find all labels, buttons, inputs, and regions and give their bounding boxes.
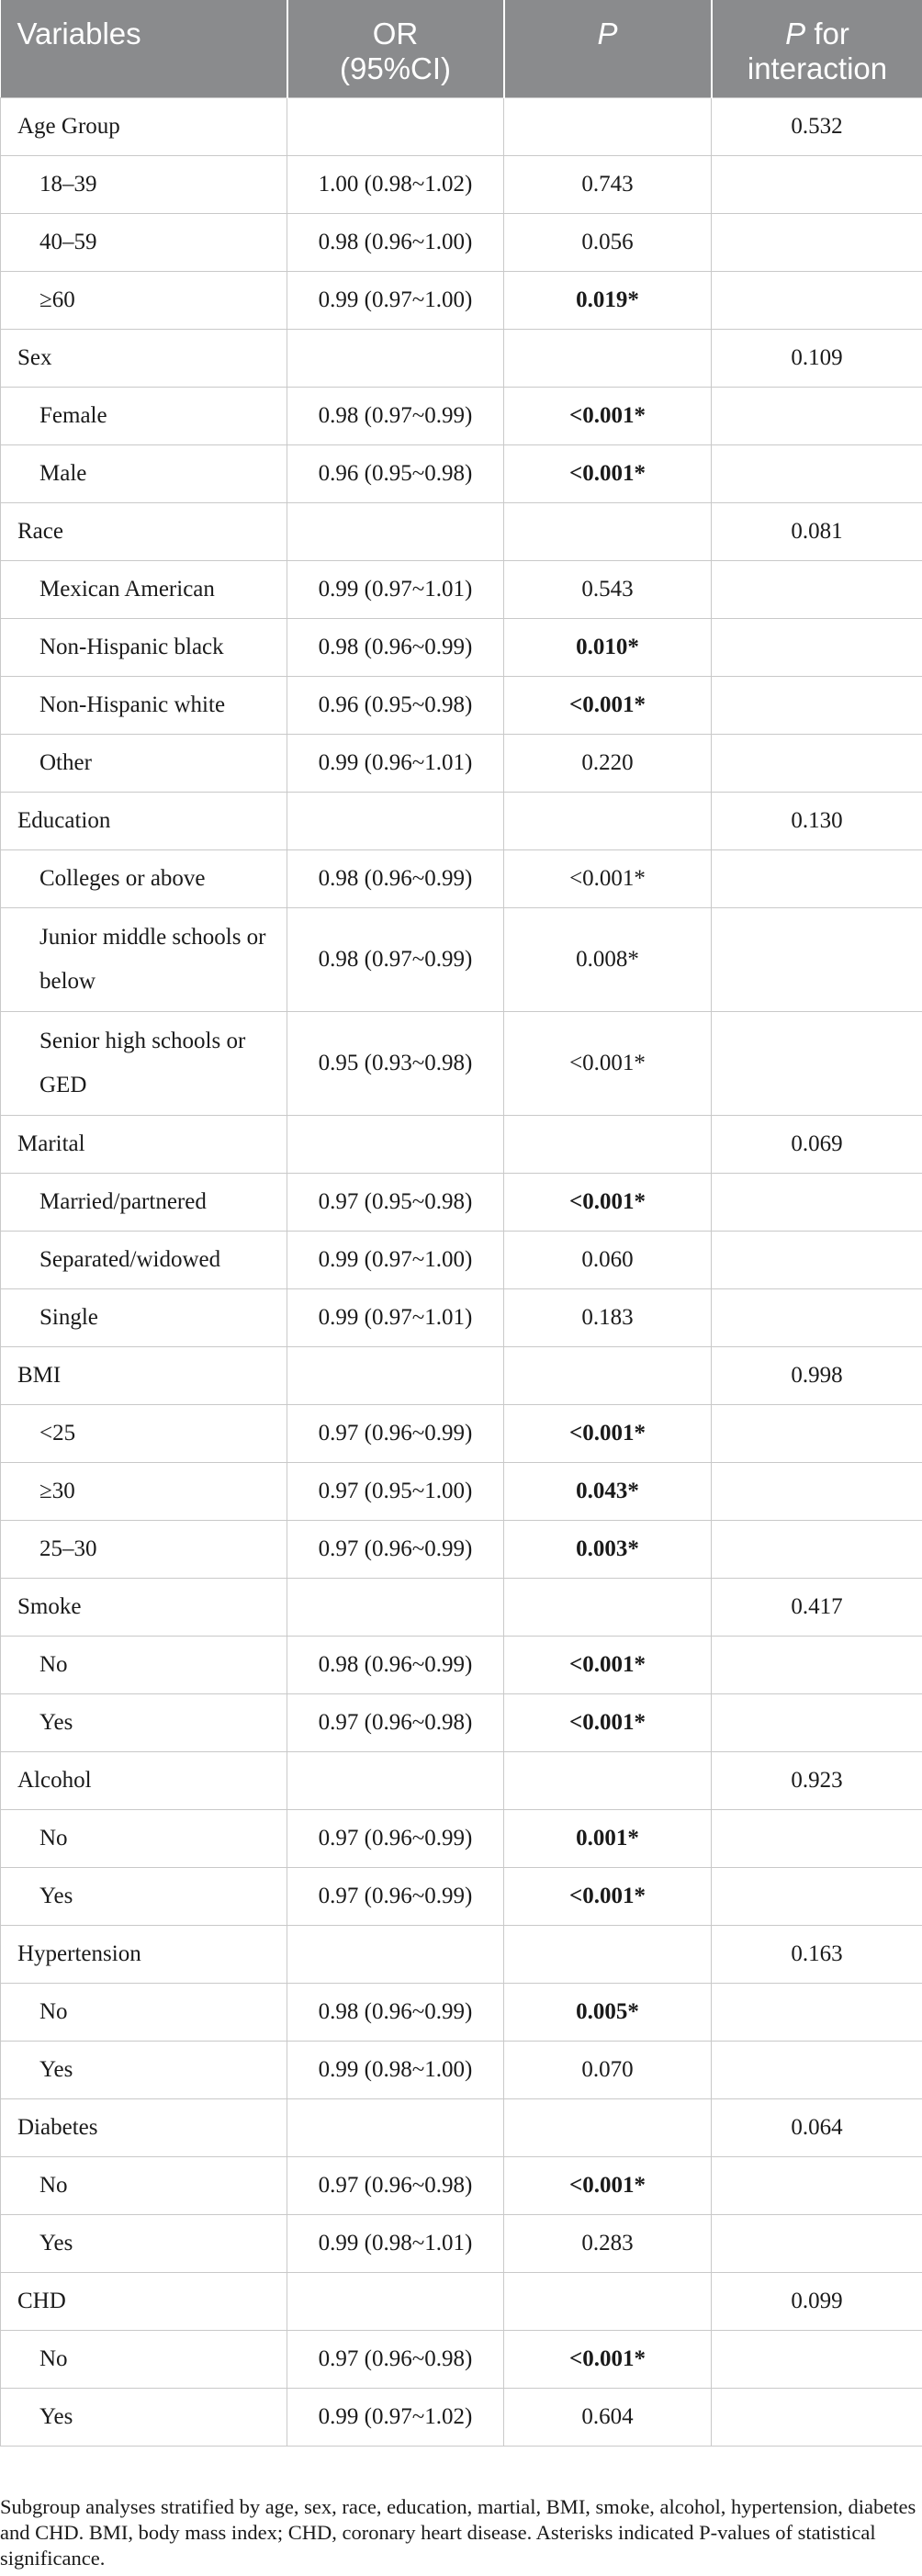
cell-p-interaction xyxy=(712,1867,922,1925)
cell-p-interaction: 0.163 xyxy=(712,1925,922,1983)
cell-p-interaction: 0.417 xyxy=(712,1578,922,1636)
cell-variable: ≥60 xyxy=(1,271,287,329)
cell-p-interaction xyxy=(712,2041,922,2098)
cell-p-interaction: 0.130 xyxy=(712,792,922,849)
cell-variable: Alcohol xyxy=(1,1751,287,1809)
cell-p: <0.001* xyxy=(504,444,712,502)
cell-or: 0.97 (0.95~0.98) xyxy=(287,1173,504,1231)
table-group-row xyxy=(1,502,922,560)
header-p-interaction-rest: for interaction xyxy=(747,17,888,85)
cell-or: 0.97 (0.95~1.00) xyxy=(287,1462,504,1520)
cell-p: 0.183 xyxy=(504,1288,712,1346)
cell-p-interaction: 0.109 xyxy=(712,329,922,387)
cell-or: 0.98 (0.96~0.99) xyxy=(287,618,504,676)
table-row xyxy=(1,1693,922,1751)
cell-p xyxy=(504,1751,712,1809)
table-group-row xyxy=(1,1115,922,1173)
header-p-label: P xyxy=(597,17,618,51)
table-row xyxy=(1,2041,922,2098)
cell-variable: Single xyxy=(1,1288,287,1346)
table-row xyxy=(1,271,922,329)
cell-p xyxy=(504,2272,712,2330)
cell-p-interaction: 0.998 xyxy=(712,1346,922,1404)
cell-p-interaction xyxy=(712,560,922,618)
table-group-row xyxy=(1,2272,922,2330)
cell-variable: Smoke xyxy=(1,1578,287,1636)
table-row xyxy=(1,734,922,792)
cell-p: 0.005* xyxy=(504,1983,712,2041)
cell-or xyxy=(287,1751,504,1809)
table-row xyxy=(1,2156,922,2214)
cell-variable: Senior high schools or GED xyxy=(1,1011,287,1115)
cell-p-interaction xyxy=(712,1404,922,1462)
cell-variable: Age Group xyxy=(1,97,287,155)
cell-p: <0.001* xyxy=(504,1011,712,1115)
cell-p-interaction xyxy=(712,676,922,734)
cell-p-interaction xyxy=(712,1173,922,1231)
table-header xyxy=(1,0,922,97)
cell-variable: Hypertension xyxy=(1,1925,287,1983)
cell-variable: Male xyxy=(1,444,287,502)
cell-p: 0.003* xyxy=(504,1520,712,1578)
cell-or: 0.98 (0.97~0.99) xyxy=(287,387,504,444)
cell-variable: CHD xyxy=(1,2272,287,2330)
cell-p-interaction xyxy=(712,907,922,1011)
cell-or: 0.99 (0.97~1.00) xyxy=(287,271,504,329)
cell-p-interaction xyxy=(712,2388,922,2446)
cell-variable: 40–59 xyxy=(1,213,287,271)
cell-or xyxy=(287,329,504,387)
cell-variable: 25–30 xyxy=(1,1520,287,1578)
cell-p: <0.001* xyxy=(504,1867,712,1925)
cell-variable: Junior middle schools or below xyxy=(1,907,287,1011)
table-group-row xyxy=(1,792,922,849)
cell-p-interaction: 0.923 xyxy=(712,1751,922,1809)
table-group-row xyxy=(1,1346,922,1404)
cell-p-interaction xyxy=(712,155,922,213)
table-row xyxy=(1,1867,922,1925)
cell-variable: ≥30 xyxy=(1,1462,287,1520)
table-row xyxy=(1,2214,922,2272)
cell-or: 0.98 (0.97~0.99) xyxy=(287,907,504,1011)
table-row xyxy=(1,155,922,213)
table-row xyxy=(1,1462,922,1520)
table-row xyxy=(1,1173,922,1231)
table-row xyxy=(1,1983,922,2041)
table-body xyxy=(1,97,922,2446)
cell-variable: Education xyxy=(1,792,287,849)
table-row xyxy=(1,444,922,502)
header-or-line2: (95%CI) xyxy=(339,51,452,85)
cell-p-interaction xyxy=(712,1462,922,1520)
cell-or: 0.96 (0.95~0.98) xyxy=(287,444,504,502)
table-row xyxy=(1,213,922,271)
table-group-row xyxy=(1,1578,922,1636)
cell-p xyxy=(504,792,712,849)
cell-p: 0.604 xyxy=(504,2388,712,2446)
cell-p: <0.001* xyxy=(504,2156,712,2214)
table-row xyxy=(1,1404,922,1462)
cell-variable: Married/partnered xyxy=(1,1173,287,1231)
cell-or xyxy=(287,1925,504,1983)
cell-or: 0.97 (0.96~0.99) xyxy=(287,1404,504,1462)
table-group-row xyxy=(1,2098,922,2156)
cell-p: 0.070 xyxy=(504,2041,712,2098)
cell-p-interaction xyxy=(712,1011,922,1115)
cell-or: 0.96 (0.95~0.98) xyxy=(287,676,504,734)
cell-variable: Non-Hispanic black xyxy=(1,618,287,676)
cell-variable: Diabetes xyxy=(1,2098,287,2156)
cell-p-interaction xyxy=(712,1693,922,1751)
cell-or: 1.00 (0.98~1.02) xyxy=(287,155,504,213)
header-p xyxy=(504,0,712,97)
table-row xyxy=(1,560,922,618)
cell-or: 0.98 (0.96~0.99) xyxy=(287,849,504,907)
table-row xyxy=(1,1011,922,1115)
cell-or: 0.99 (0.98~1.01) xyxy=(287,2214,504,2272)
header-or xyxy=(287,0,504,97)
header-variables-label: Variables xyxy=(17,17,141,51)
cell-variable: 18–39 xyxy=(1,155,287,213)
cell-p: 0.543 xyxy=(504,560,712,618)
cell-variable: Other xyxy=(1,734,287,792)
cell-or: 0.99 (0.97~1.00) xyxy=(287,1231,504,1288)
cell-p: 0.010* xyxy=(504,618,712,676)
cell-p-interaction: 0.532 xyxy=(712,97,922,155)
cell-variable: No xyxy=(1,2156,287,2214)
cell-p xyxy=(504,1925,712,1983)
header-variables xyxy=(1,0,287,97)
cell-p xyxy=(504,502,712,560)
cell-variable: Colleges or above xyxy=(1,849,287,907)
table-row xyxy=(1,1288,922,1346)
cell-p-interaction: 0.099 xyxy=(712,2272,922,2330)
cell-p-interaction xyxy=(712,2330,922,2388)
cell-p-interaction xyxy=(712,444,922,502)
cell-p: <0.001* xyxy=(504,1636,712,1693)
cell-or: 0.99 (0.97~1.02) xyxy=(287,2388,504,2446)
cell-variable: Sex xyxy=(1,329,287,387)
header-row xyxy=(1,0,922,97)
table-row xyxy=(1,2330,922,2388)
cell-p: <0.001* xyxy=(504,1404,712,1462)
cell-variable: Separated/widowed xyxy=(1,1231,287,1288)
cell-variable: Non-Hispanic white xyxy=(1,676,287,734)
table-footnote: Subgroup analyses stratified by age, sex, race, education, martial, BMI, smoke, alcohol, hypertension, diabetes and CHD. BMI, body mass index; CHD, coronary heart disease. Asterisks indicated P-values of statistical significance. xyxy=(0,2495,916,2570)
cell-p-interaction xyxy=(712,618,922,676)
cell-p xyxy=(504,1115,712,1173)
cell-variable: Yes xyxy=(1,2214,287,2272)
cell-variable: Mexican American xyxy=(1,560,287,618)
cell-or: 0.97 (0.96~0.98) xyxy=(287,1693,504,1751)
cell-p: 0.056 xyxy=(504,213,712,271)
cell-p-interaction: 0.064 xyxy=(712,2098,922,2156)
cell-p-interaction xyxy=(712,387,922,444)
cell-p-interaction xyxy=(712,1809,922,1867)
cell-p: <0.001* xyxy=(504,1693,712,1751)
cell-variable: Yes xyxy=(1,1693,287,1751)
cell-p-interaction xyxy=(712,2156,922,2214)
cell-p-interaction xyxy=(712,213,922,271)
cell-variable: BMI xyxy=(1,1346,287,1404)
cell-p: <0.001* xyxy=(504,1173,712,1231)
cell-p-interaction xyxy=(712,1636,922,1693)
cell-or xyxy=(287,2272,504,2330)
cell-p-interaction xyxy=(712,1231,922,1288)
cell-or: 0.97 (0.96~0.99) xyxy=(287,1867,504,1925)
cell-p: 0.220 xyxy=(504,734,712,792)
table-row xyxy=(1,907,922,1011)
cell-or xyxy=(287,97,504,155)
cell-variable: Yes xyxy=(1,2388,287,2446)
cell-or: 0.99 (0.96~1.01) xyxy=(287,734,504,792)
header-or-line1: OR xyxy=(372,17,419,51)
cell-or xyxy=(287,792,504,849)
cell-or xyxy=(287,1115,504,1173)
cell-or: 0.98 (0.96~0.99) xyxy=(287,1636,504,1693)
cell-p-interaction xyxy=(712,1983,922,2041)
cell-variable: Race xyxy=(1,502,287,560)
cell-or: 0.99 (0.98~1.00) xyxy=(287,2041,504,2098)
cell-p: 0.008* xyxy=(504,907,712,1011)
cell-variable: <25 xyxy=(1,1404,287,1462)
table-row xyxy=(1,1520,922,1578)
cell-p-interaction xyxy=(712,1288,922,1346)
cell-variable: Marital xyxy=(1,1115,287,1173)
cell-p xyxy=(504,1578,712,1636)
cell-or: 0.99 (0.97~1.01) xyxy=(287,1288,504,1346)
cell-variable: Yes xyxy=(1,1867,287,1925)
cell-p-interaction xyxy=(712,2214,922,2272)
table-row xyxy=(1,849,922,907)
cell-p xyxy=(504,97,712,155)
table-row xyxy=(1,387,922,444)
cell-or: 0.97 (0.96~0.99) xyxy=(287,1520,504,1578)
table-group-row xyxy=(1,1925,922,1983)
cell-variable: Female xyxy=(1,387,287,444)
cell-p: 0.043* xyxy=(504,1462,712,1520)
cell-p: <0.001* xyxy=(504,676,712,734)
cell-p xyxy=(504,2098,712,2156)
cell-or: 0.98 (0.96~1.00) xyxy=(287,213,504,271)
cell-p: 0.001* xyxy=(504,1809,712,1867)
cell-variable: Yes xyxy=(1,2041,287,2098)
cell-or xyxy=(287,2098,504,2156)
table-row xyxy=(1,2388,922,2446)
cell-or: 0.98 (0.96~0.99) xyxy=(287,1983,504,2041)
cell-variable: No xyxy=(1,1636,287,1693)
cell-or: 0.97 (0.96~0.99) xyxy=(287,1809,504,1867)
cell-p: <0.001* xyxy=(504,2330,712,2388)
cell-p xyxy=(504,1346,712,1404)
cell-or: 0.99 (0.97~1.01) xyxy=(287,560,504,618)
cell-or xyxy=(287,1346,504,1404)
table-group-row xyxy=(1,1751,922,1809)
table-row xyxy=(1,618,922,676)
table-group-row xyxy=(1,329,922,387)
table-row xyxy=(1,676,922,734)
cell-p: 0.060 xyxy=(504,1231,712,1288)
cell-p-interaction xyxy=(712,1520,922,1578)
cell-p: 0.283 xyxy=(504,2214,712,2272)
table-row xyxy=(1,1636,922,1693)
table-group-row xyxy=(1,97,922,155)
cell-p-interaction xyxy=(712,734,922,792)
table-row xyxy=(1,1809,922,1867)
cell-variable: No xyxy=(1,1809,287,1867)
header-p-interaction xyxy=(712,0,922,97)
cell-variable: No xyxy=(1,1983,287,2041)
cell-variable: No xyxy=(1,2330,287,2388)
cell-p-interaction: 0.081 xyxy=(712,502,922,560)
cell-p: 0.743 xyxy=(504,155,712,213)
cell-or xyxy=(287,1578,504,1636)
cell-or: 0.97 (0.96~0.98) xyxy=(287,2156,504,2214)
cell-p-interaction xyxy=(712,271,922,329)
cell-p: <0.001* xyxy=(504,387,712,444)
cell-or: 0.95 (0.93~0.98) xyxy=(287,1011,504,1115)
header-p-interaction-p: P xyxy=(785,17,806,51)
cell-p-interaction: 0.069 xyxy=(712,1115,922,1173)
cell-or xyxy=(287,502,504,560)
cell-p-interaction xyxy=(712,849,922,907)
cell-or: 0.97 (0.96~0.98) xyxy=(287,2330,504,2388)
cell-p xyxy=(504,329,712,387)
cell-p: <0.001* xyxy=(504,849,712,907)
cell-p: 0.019* xyxy=(504,271,712,329)
table-row xyxy=(1,1231,922,1288)
